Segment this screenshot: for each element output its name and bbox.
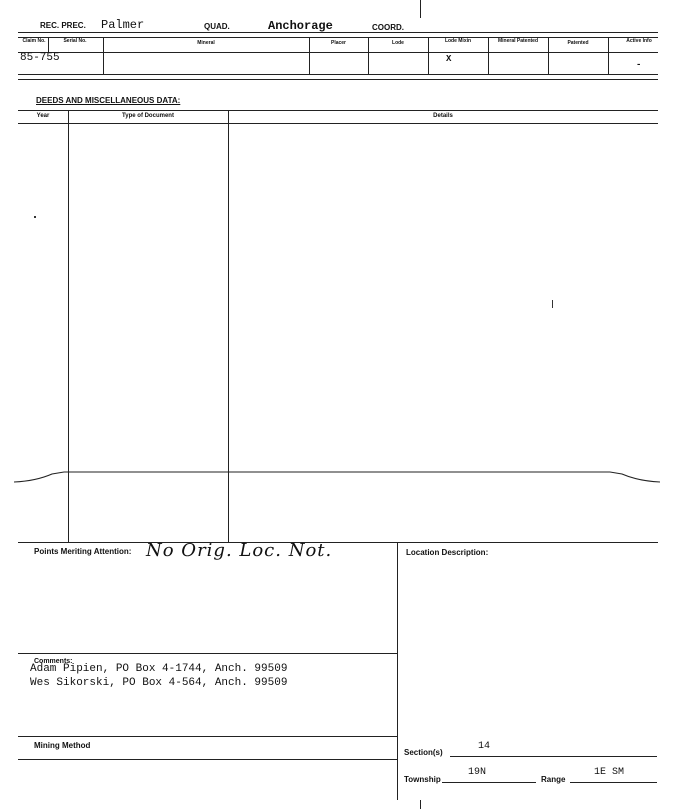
col-claim-no: Claim No. xyxy=(22,38,46,44)
comments-label: Comments: xyxy=(34,658,73,665)
deeds-header-bottom xyxy=(18,123,658,124)
lode-mark: X xyxy=(446,54,452,64)
col-serial-no: Serial No. xyxy=(63,38,87,44)
deeds-title: DEEDS AND MISCELLANEOUS DATA: xyxy=(36,96,181,105)
col-patented: Patented xyxy=(567,40,589,46)
lower-section-divider xyxy=(397,542,398,800)
claims-table-line xyxy=(18,37,658,38)
page-fold-line xyxy=(14,466,660,490)
claims-table-bottom-2 xyxy=(18,79,658,80)
comment-line: Wes Sikorski, PO Box 4-564, Anch. 99509 xyxy=(30,677,288,689)
section-value: 14 xyxy=(478,741,491,752)
deeds-header-top xyxy=(18,110,658,111)
col-type-of-document: Type of Document xyxy=(122,113,174,119)
claim-no-value: 85-755 xyxy=(20,52,60,64)
col-mineral-patented: Mineral Patented xyxy=(497,38,538,44)
mining-label: Mining Method xyxy=(34,741,91,750)
col-details: Details xyxy=(433,113,453,119)
col-mineral: Mineral xyxy=(197,40,215,46)
claims-col-divider xyxy=(608,37,609,74)
lower-section-top xyxy=(18,542,658,543)
range-label: Range xyxy=(541,775,566,784)
claims-table-bottom xyxy=(18,74,658,75)
township-label: Township xyxy=(404,775,441,784)
claims-header-bottom xyxy=(18,52,658,53)
active-mark: - xyxy=(636,60,642,70)
points-label: Points Meriting Attention: xyxy=(34,547,132,556)
col-lode: Lode xyxy=(392,40,404,46)
claims-col-divider xyxy=(428,37,429,74)
claims-col-divider xyxy=(488,37,489,74)
col-lode-mixin: Lode Mixin xyxy=(444,38,472,44)
range-underline xyxy=(570,782,657,783)
location-label: Location Description: xyxy=(406,548,489,557)
rec-prec-value: Palmer xyxy=(101,18,145,32)
mining-bottom xyxy=(18,759,397,760)
coord-label: COORD. xyxy=(372,23,404,32)
section-underline xyxy=(450,756,657,757)
top-tick xyxy=(420,0,421,18)
rec-prec-label: REC. PREC. xyxy=(40,21,86,30)
quad-value: Anchorage xyxy=(268,19,333,33)
section-label: Section(s) xyxy=(404,748,443,757)
claims-col-divider xyxy=(48,37,49,52)
col-active-info: Active Info xyxy=(626,38,652,44)
bottom-tick xyxy=(420,800,421,809)
points-handwritten: No Orig. Loc. Not. xyxy=(146,540,333,561)
township-value: 19N xyxy=(468,767,487,778)
township-underline xyxy=(442,782,536,783)
quad-label: QUAD. xyxy=(204,22,230,31)
stray-mark xyxy=(34,216,36,218)
stray-mark xyxy=(552,300,553,308)
mining-top xyxy=(18,736,397,737)
comments-top xyxy=(18,653,397,654)
comment-line: Adam Pipien, PO Box 4-1744, Anch. 99509 xyxy=(30,663,288,675)
col-year: Year xyxy=(36,113,50,119)
claims-table-top xyxy=(18,32,658,33)
range-value: 1E SM xyxy=(594,767,625,778)
col-placer: Placer xyxy=(330,40,346,46)
